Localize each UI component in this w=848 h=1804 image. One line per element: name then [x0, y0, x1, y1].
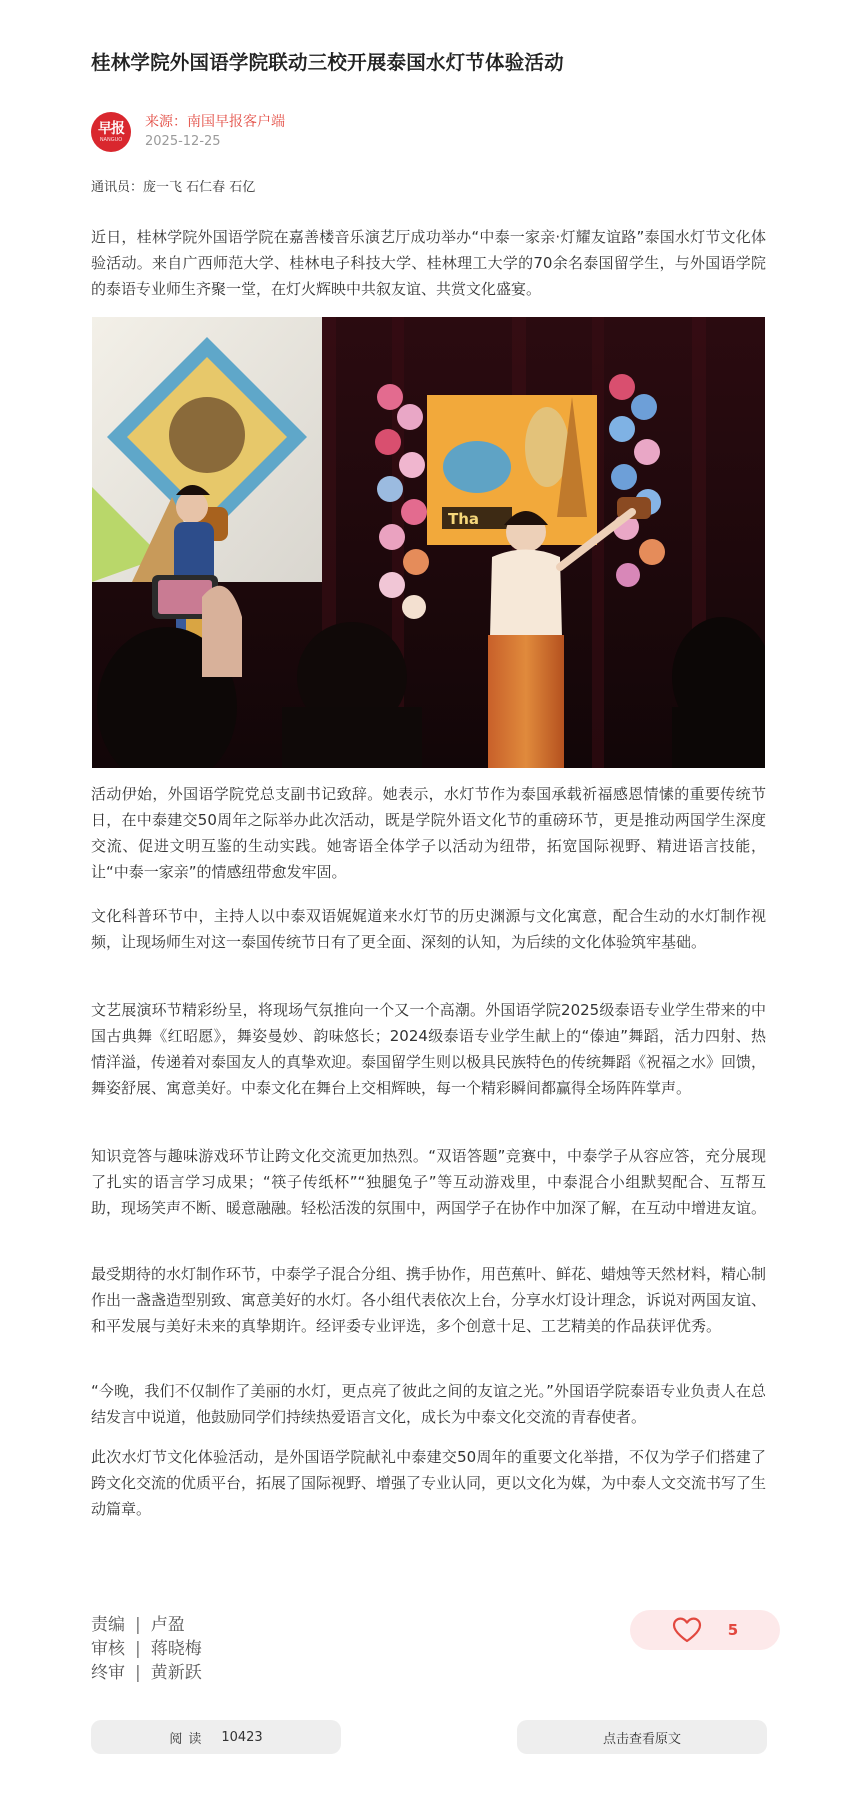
- article-photo[interactable]: [92, 317, 765, 768]
- paragraph-conclusion: 此次水灯节文化体验活动，是外国语学院献礼中泰建交50周年的重要文化举措，不仅为学子们搭建了跨文化交流的优质平台，拓展了国际视野、增强了专业认同，更以文化为媒，为中泰人文交流书写了生动篇章。: [91, 1448, 767, 1518]
- view-original-button[interactable]: 点击查看原文: [517, 1720, 767, 1754]
- editor-name: 卢盈: [150, 1615, 185, 1635]
- publish-date: 2025-12-25: [145, 134, 221, 149]
- paragraph-opening: 活动伊始，外国语学院党总支副书记致辞。她表示，水灯节作为泰国承载祈福感恩情愫的重要传统节日，在中泰建交50周年之际举办此次活动，既是学院外语文化节的重磅环节，更是推动两国学生深度交流、促进文明互鉴的生动实践。她寄语全体学子以活动为纽带，拓宽国际视野、精进语言技能，让“中泰一家亲”的情感纽带愈发牢固。: [91, 785, 766, 881]
- editor-role: 终审: [91, 1663, 125, 1683]
- article-title: 桂林学院外国语学院联动三校开展泰国水灯节体验活动: [91, 51, 564, 74]
- editor-name: 蒋晓梅: [150, 1639, 202, 1659]
- paragraph-lantern-making: 最受期待的水灯制作环节，中泰学子混合分组、携手协作，用芭蕉叶、鲜花、蜡烛等天然材料，精心制作出一盏盏造型别致、寓意美好的水灯。各小组代表依次上台，分享水灯设计理念，诉说对两国友谊、和平发展与美好未来的真挚期许。经评委专业评选，多个创意十足、工艺精美的作品获评优秀。: [91, 1265, 767, 1335]
- logo-subtext: NANGUO: [99, 136, 123, 143]
- source-row: [91, 110, 766, 156]
- correspondents: 通讯员：庞一飞 石仁春 石亿: [91, 180, 256, 195]
- photo-banner-text: Tha: [448, 510, 480, 528]
- read-count: 10423: [221, 1729, 263, 1745]
- heart-icon: [672, 1617, 702, 1643]
- like-count: 5: [727, 1621, 739, 1639]
- source-name[interactable]: 来源：南国早报客户端: [145, 114, 285, 130]
- editor-role: 审核: [91, 1639, 125, 1659]
- photo-illustration: [92, 317, 765, 768]
- editor-row-responsible: 责编 | 卢盈: [91, 1615, 185, 1635]
- paragraph-performance: 文艺展演环节精彩纷呈，将现场气氛推向一个又一个高潮。外国语学院2025级泰语专业学生带来的中国古典舞《红昭愿》，舞姿曼妙、韵味悠长；2024级泰语专业学生献上的“傣迪”舞蹈，活力四射、热情洋溢，传递着对泰国友人的真挚欢迎。泰国留学生则以极具民族特色的传统舞蹈《祝福之水》回馈，舞姿舒展、寓意美好。中泰文化在舞台上交相辉映，每一个精彩瞬间都赢得全场阵阵掌声。: [91, 1001, 767, 1097]
- read-label: 阅读: [169, 1731, 208, 1747]
- editor-row-review: 审核 | 蒋晓梅: [91, 1639, 202, 1659]
- paragraph-quote: “今晚，我们不仅制作了美丽的水灯，更点亮了彼此之间的友谊之光。”外国语学院泰语专业负责人在总结发言中说道，他鼓励同学们持续热爱语言文化，成长为中泰文化交流的青春使者。: [91, 1382, 766, 1426]
- editor-credits: [91, 1613, 202, 1685]
- editor-name: 黄新跃: [150, 1663, 202, 1683]
- nanguo-zaobao-logo: [91, 112, 131, 152]
- like-button[interactable]: [630, 1610, 780, 1650]
- paragraph-culture: 文化科普环节中，主持人以中泰双语娓娓道来水灯节的历史渊源与文化寓意，配合生动的水灯制作视频，让现场师生对这一泰国传统节日有了更全面、深刻的认知，为后续的文化体验筑牢基础。: [91, 907, 766, 951]
- editor-role: 责编: [91, 1615, 125, 1635]
- paragraph-games: 知识竞答与趣味游戏环节让跨文化交流更加热烈。“双语答题”竞赛中，中泰学子从容应答，充分展现了扎实的语言学习成果；“筷子传纸杯”“独腿兔子”等互动游戏里，中泰混合小组默契配合、互帮互助，现场笑声不断、暖意融融。轻松活泼的氛围中，两国学子在协作中加深了解，在互动中增进友谊。: [91, 1147, 767, 1217]
- logo-text: 早报: [98, 120, 124, 137]
- paragraph-intro: 近日，桂林学院外国语学院在嘉善楼音乐演艺厅成功举办“中泰一家亲·灯耀友谊路”泰国水灯节文化体验活动。来自广西师范大学、桂林电子科技大学、桂林理工大学的70余名泰国留学生，与外国语学院的泰语专业师生齐聚一堂，在灯火辉映中共叙友谊、共赏文化盛宴。: [91, 228, 766, 298]
- editor-row-final: 终审 | 黄新跃: [91, 1663, 202, 1683]
- read-count-button: [91, 1720, 341, 1754]
